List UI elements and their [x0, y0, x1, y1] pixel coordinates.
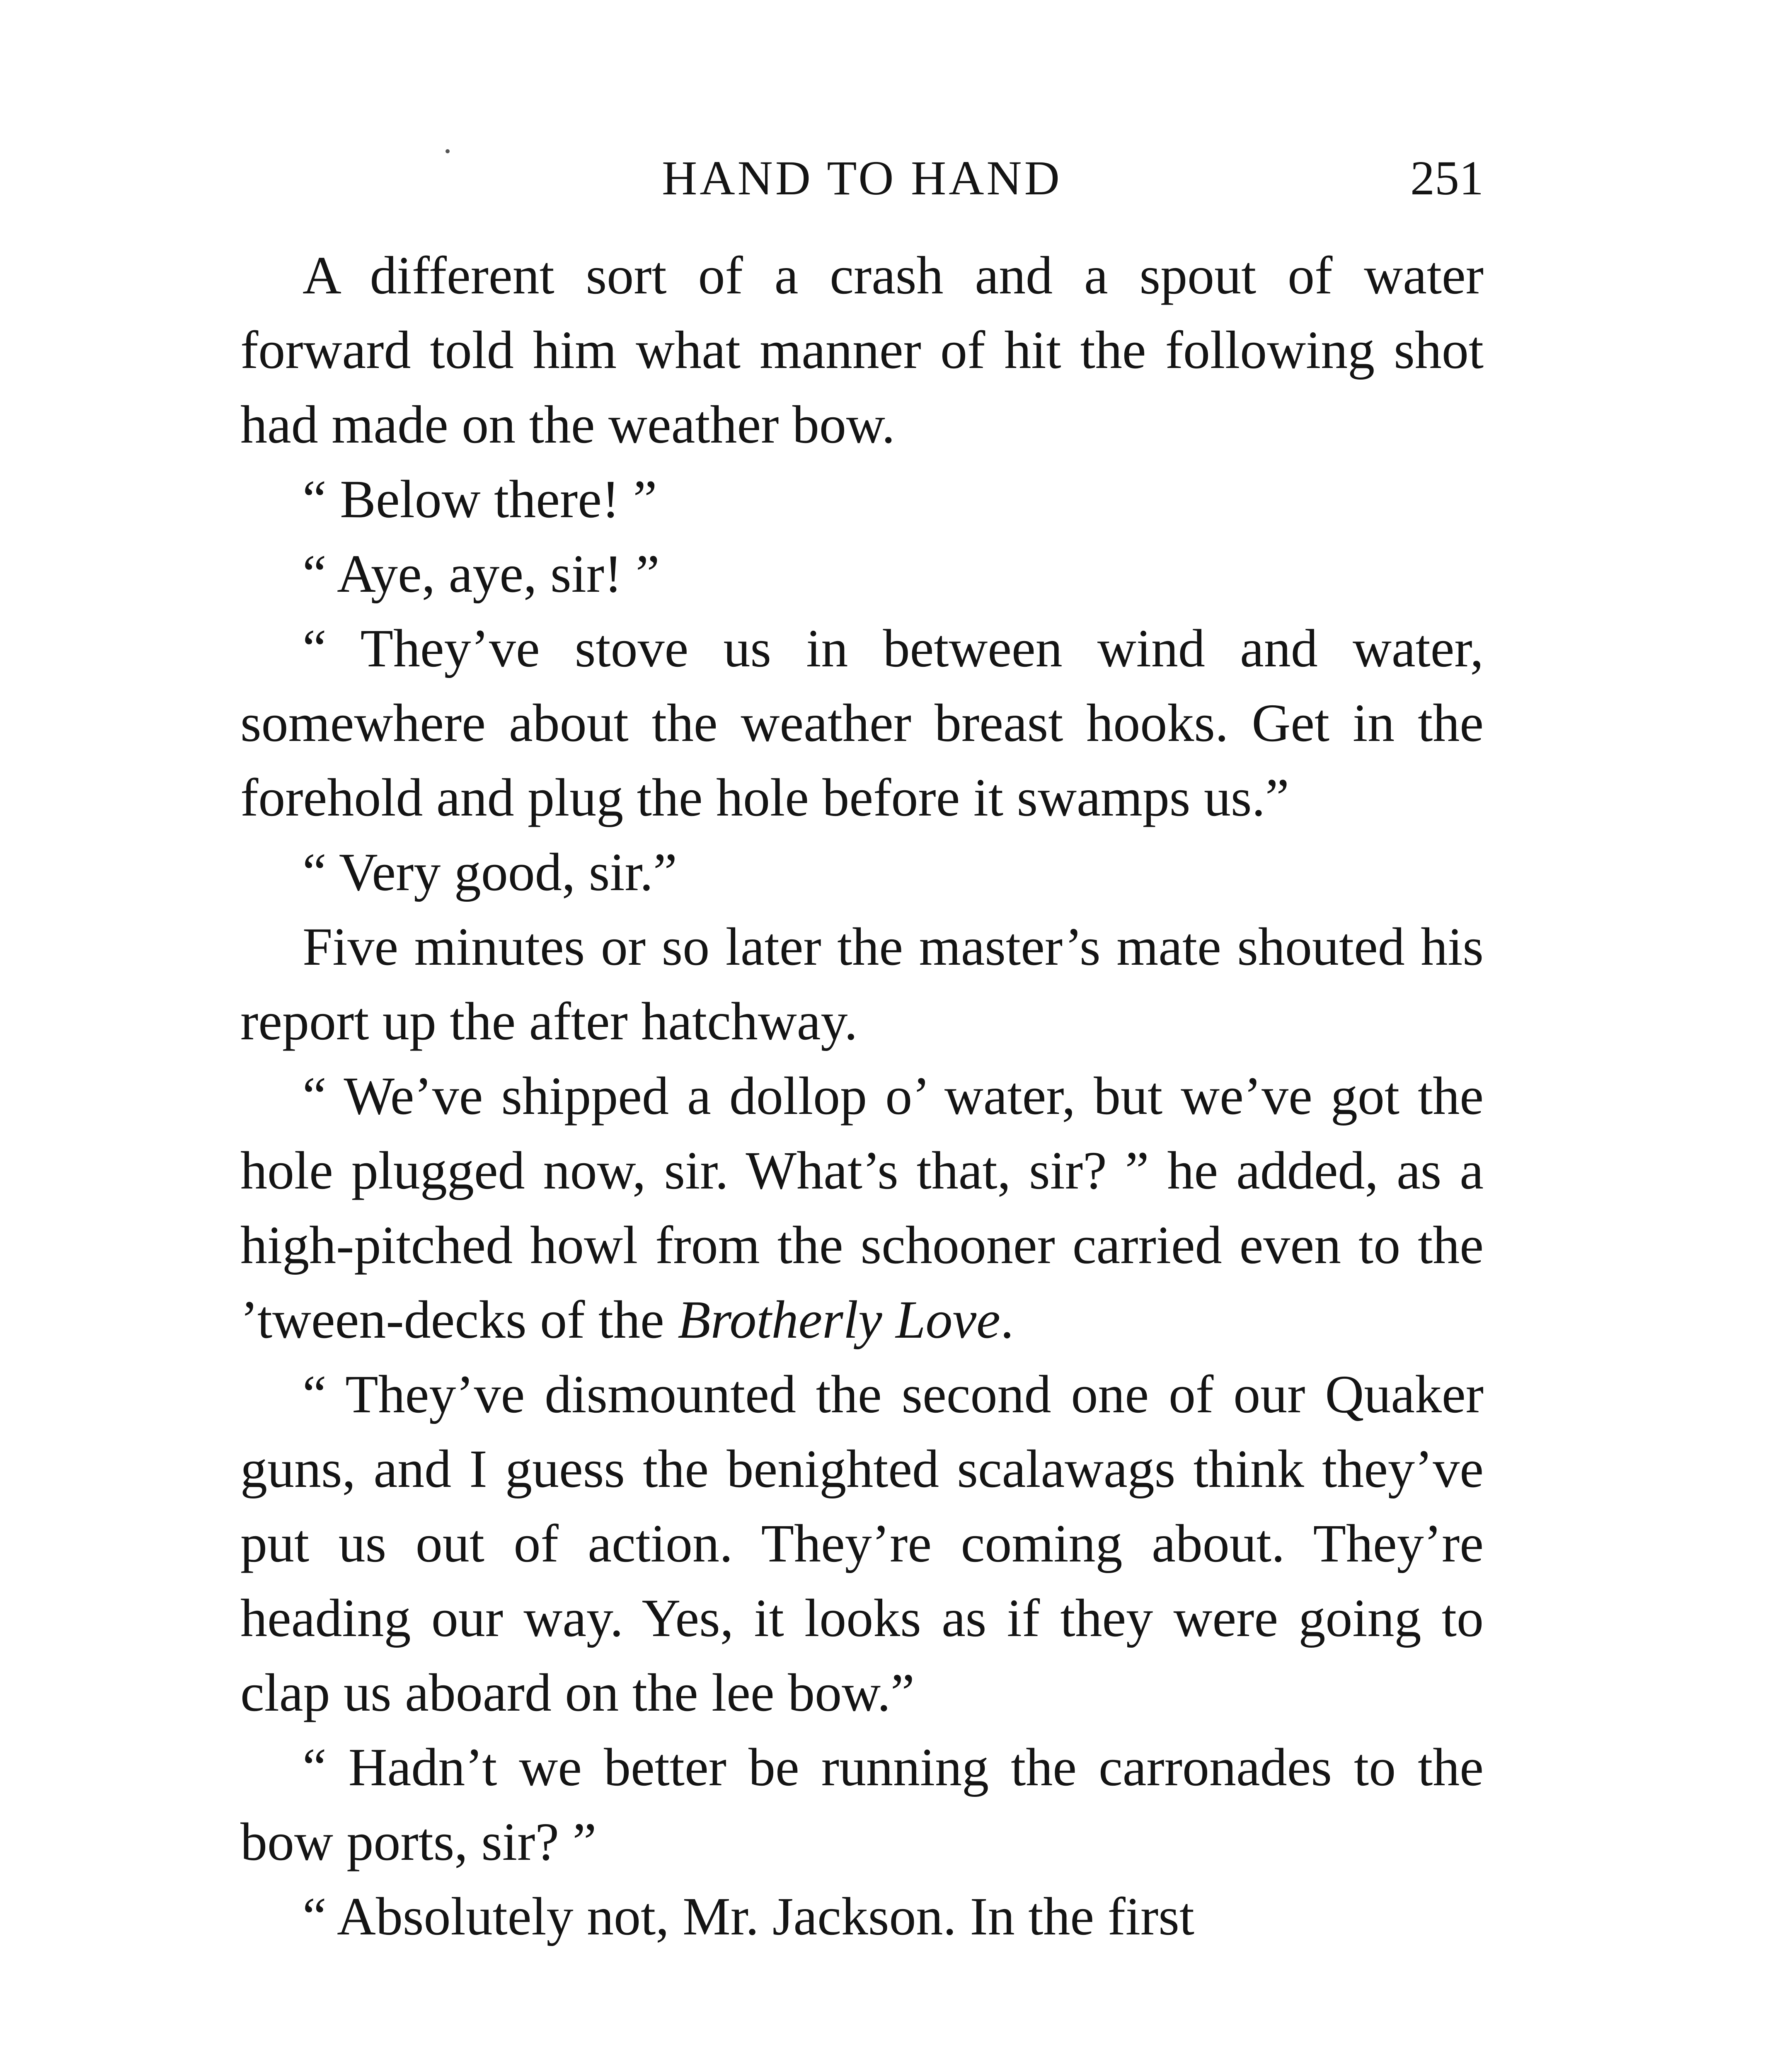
paragraph-text: Five minutes or so later the master’s mate shouted his report up the after hatchway.: [240, 917, 1484, 1051]
paragraph-text: “ They’ve stove us in between wind and water, somewhere about the weather breast hooks. Get in the forehold and plug the hole before it swamps us.”: [240, 619, 1484, 828]
paragraph: [240, 462, 1484, 537]
paragraph-text: “ They’ve dismounted the second one of our Quaker guns, and I guess the benighted scalawags think they’ve put us out of action. They’re coming about. They’re heading our way. Yes, it looks as if they were going to clap us aboard on the lee bow.”: [240, 1365, 1484, 1723]
paragraph-text: “ Hadn’t we better be running the carronades to the bow ports, sir? ”: [240, 1738, 1484, 1872]
ship-name: Brotherly Love: [678, 1290, 1000, 1350]
paragraph-text: A different sort of a crash and a spout of water forward told him what manner of hit the following shot had made on the weather bow.: [240, 246, 1484, 455]
paragraph: [240, 835, 1484, 910]
body-text: [240, 238, 1484, 1954]
paragraph: [240, 611, 1484, 835]
paragraph: [240, 910, 1484, 1059]
paragraph: [240, 537, 1484, 611]
print-speck: [446, 149, 450, 153]
paragraph-text-end: .: [1000, 1290, 1014, 1350]
paragraph: [240, 1879, 1484, 1954]
paragraph-text: “ Absolutely not, Mr. Jackson. In the first: [303, 1887, 1194, 1946]
paragraph: [240, 1357, 1484, 1730]
paragraph-text: “ We’ve shipped a dollop o’ water, but we’ve got the hole plugged now, sir. What’s that, sir? ” he added, as a high-pitched howl from the schooner carried even to the ’tween-decks of the: [240, 1066, 1484, 1350]
paragraph: [240, 238, 1484, 462]
running-head: [240, 137, 1484, 220]
paragraph-text: “ Below there! ”: [303, 470, 657, 529]
paragraph: [240, 1059, 1484, 1357]
paragraph: [240, 1730, 1484, 1879]
paragraph-text: “ Very good, sir.”: [303, 842, 677, 902]
paragraph-text: “ Aye, aye, sir! ”: [303, 544, 660, 604]
page-number: 251: [1410, 151, 1484, 205]
running-title: HAND TO HAND: [662, 151, 1062, 205]
